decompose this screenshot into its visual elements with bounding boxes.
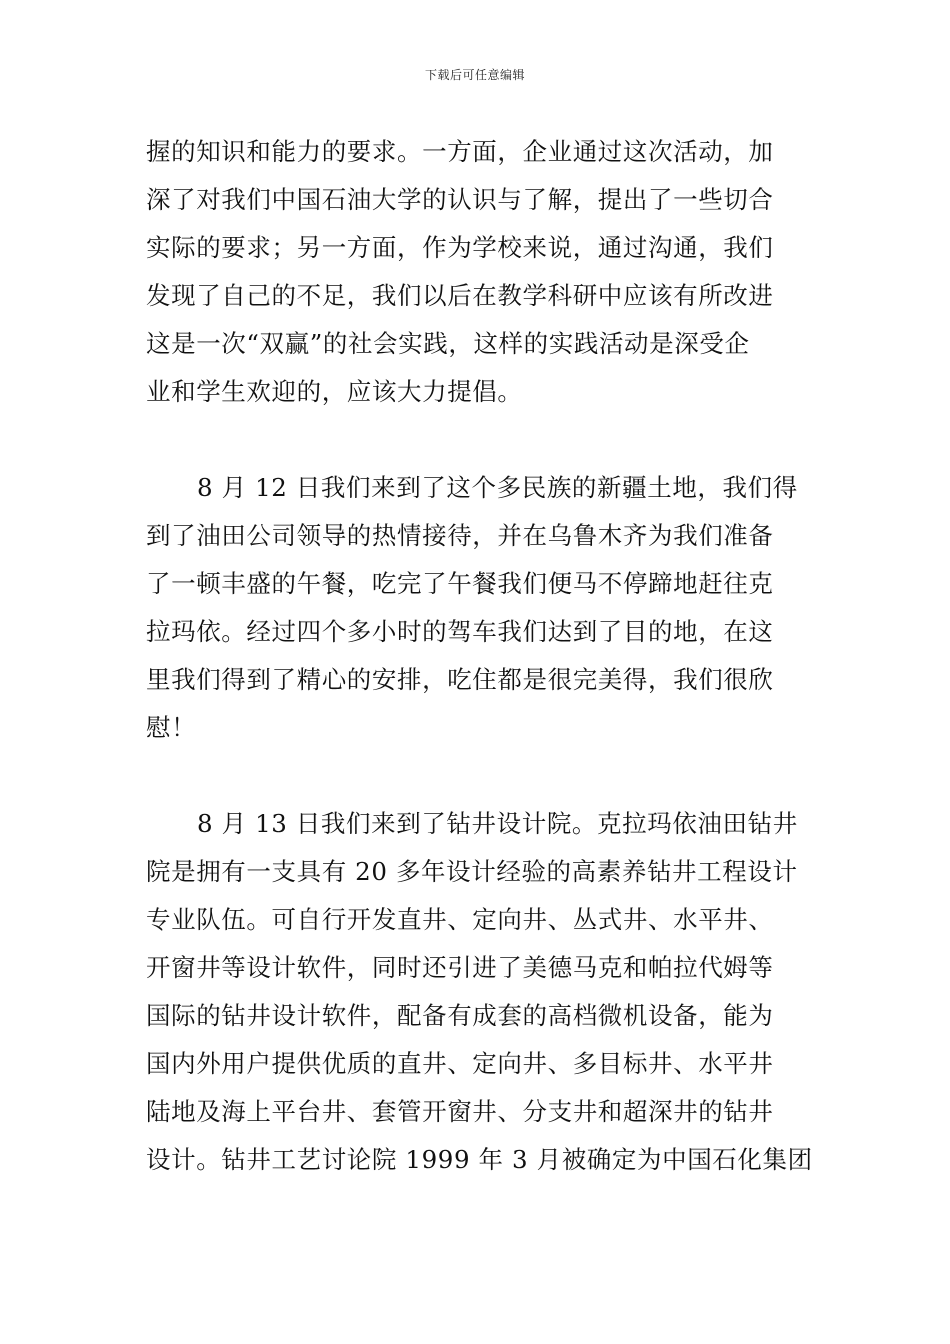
text-line: 到了油田公司领导的热情接待，并在乌鲁木齐为我们准备 [146,521,774,550]
paragraph [146,464,816,752]
text-line: 慰！ [146,713,197,742]
text-line: 国内外用户提供优质的直井、定向井、多目标井、水平井 [146,1049,774,1078]
text-line: 8 月 13 日我们来到了钻井设计院。克拉玛依油田钻井 [197,809,798,838]
text-line: 握的知识和能力的要求。一方面，企业通过这次活动，加 [146,137,774,166]
paragraph-spacer [146,752,816,800]
text-line: 院是拥有一支具有 20 多年设计经验的高素养钻井工程设计 [146,857,798,886]
paragraph [146,800,816,1184]
text-line: 深了对我们中国石油大学的认识与了解，提出了一些切合 [146,185,774,214]
document-body [146,128,816,1184]
text-line: 实际的要求；另一方面，作为学校来说，通过沟通，我们 [146,233,774,262]
text-line: 业和学生欢迎的，应该大力提倡。 [146,377,523,406]
paragraph [146,128,816,416]
text-line: 拉玛依。经过四个多小时的驾车我们达到了目的地，在这 [146,617,774,646]
text-line: 了一顿丰盛的午餐，吃完了午餐我们便马不停蹄地赶往克 [146,569,774,598]
text-line: 里我们得到了精心的安排，吃住都是很完美得，我们很欣 [146,665,774,694]
page-header: 下载后可任意编辑 [424,68,525,82]
paragraph-spacer [146,416,816,464]
text-line: 这是一次“双赢”的社会实践，这样的实践活动是深受企 [146,329,750,358]
text-line: 发现了自己的不足，我们以后在教学科研中应该有所改进 [146,281,774,310]
text-line: 陆地及海上平台井、套管开窗井、分支井和超深井的钻井 [146,1097,774,1126]
text-line: 8 月 12 日我们来到了这个多民族的新疆土地，我们得 [197,473,798,502]
text-line: 开窗井等设计软件，同时还引进了美德马克和帕拉代姆等 [146,953,774,982]
text-line: 设计。钻井工艺讨论院 1999 年 3 月被确定为中国石化集团 [146,1145,813,1174]
text-line: 专业队伍。可自行开发直井、定向井、丛式井、水平井、 [146,905,774,934]
text-line: 国际的钻井设计软件，配备有成套的高档微机设备，能为 [146,1001,774,1030]
